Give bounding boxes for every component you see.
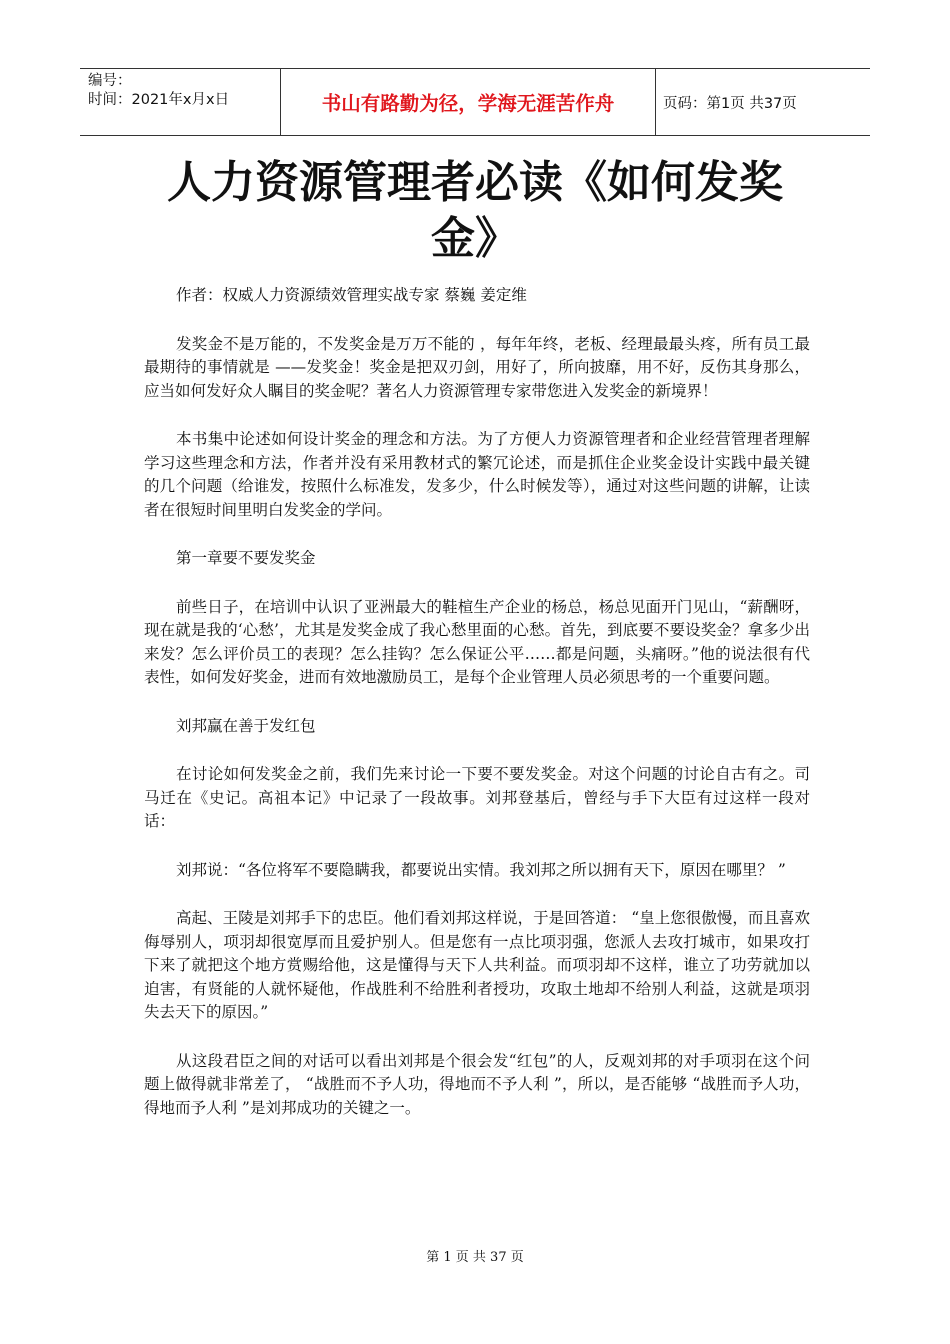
page-footer: 第 1 页 共 37 页: [426, 1250, 524, 1265]
page-info: 页码：第1页 共37页: [663, 95, 797, 112]
serial-label: 编号：: [88, 73, 132, 89]
paragraph: 高起、王陵是刘邦手下的忠臣。他们看刘邦这样说，于是回答道： “皇上您很傲慢，而且喜欢侮辱别人，项羽却很宽厚而且爱护别人。但是您有一点比项羽强，您派人去攻打城市，如果攻打下来了就把这个地方赏赐给他，这是懂得与天下人共利益。而项羽却不这样，谁立了功劳就加以迫害，有贤能的人就怀疑他，作战胜利不给胜利者授功，攻取土地却不给别人利益，这就是项羽失去天下的原因。”: [144, 909, 810, 1021]
paragraph: 前些日子，在培训中认识了亚洲最大的鞋楦生产企业的杨总，杨总见面开门见山，“薪酬呀，现在就是我的‘心愁’，尤其是发奖金成了我心愁里面的心愁。首先，到底要不要设奖金？拿多少出来发？怎么评价员工的表现？怎么挂钩？怎么保证公平……都是问题，头痛呀。”他的说法很有代表性，如何发好奖金，进而有效地激励员工，是每个企业管理人员必须思考的一个重要问题。: [144, 597, 810, 686]
section-heading: 刘邦赢在善于发红包: [176, 716, 316, 735]
title-line-2: 金》: [431, 213, 519, 264]
date-label: 时间：2021年x月x日: [88, 92, 230, 108]
motto: 书山有路勤为径，学海无涯苦作舟: [281, 69, 656, 135]
paragraph: 从这段君臣之间的对话可以看出刘邦是个很会发“红包”的人，反观刘邦的对手项羽在这个问题上做得就非常差了， “战胜而不予人功，得地而不予人利 ”，所以，是否能够 “战胜而予人功，得地而予人利 ”是刘邦成功的关键之一。: [144, 1051, 810, 1117]
document-title: [0, 155, 950, 267]
paragraph: 本书集中论述如何设计奖金的理念和方法。为了方便人力资源管理者和企业经营管理者理解学习这些理念和方法，作者并没有采用教材式的繁冗论述，而是抓住企业奖金设计实践中最关键的几个问题（给谁发，按照什么标准发，发多少，什么时候发等），通过对这些问题的讲解，让读者在很短时间里明白发奖金的学问。: [144, 430, 810, 519]
paragraph: 发奖金不是万能的，不发奖金是万万不能的 ，每年年终，老板、经理最最头疼，所有员工最最期待的事情就是 ——发奖金！奖金是把双刃剑，用好了，所向披靡，用不好，反伤其身那么，应当如何发好众人瞩目的奖金呢？著名人力资源管理专家带您进入发奖金的新境界！: [144, 334, 810, 400]
header-meta-cell: [80, 69, 281, 135]
title-line-1: 人力资源管理者必读《如何发奖: [167, 157, 783, 208]
document-body: [144, 284, 810, 1145]
header-table: [80, 68, 870, 136]
paragraph: 在讨论如何发奖金之前，我们先来讨论一下要不要发奖金。对这个问题的讨论自古有之。司马迁在《史记。高祖本记》中记录了一段故事。刘邦登基后，曾经与手下大臣有过这样一段对话：: [144, 765, 810, 830]
author-line: 作者：权威人力资源绩效管理实战专家 蔡巍 姜定维: [176, 286, 527, 304]
paragraph: 刘邦说：“各位将军不要隐瞒我，都要说出实情。我刘邦之所以拥有天下，原因在哪里？ ”: [176, 860, 786, 879]
chapter-heading: 第一章要不要发奖金: [176, 549, 316, 567]
